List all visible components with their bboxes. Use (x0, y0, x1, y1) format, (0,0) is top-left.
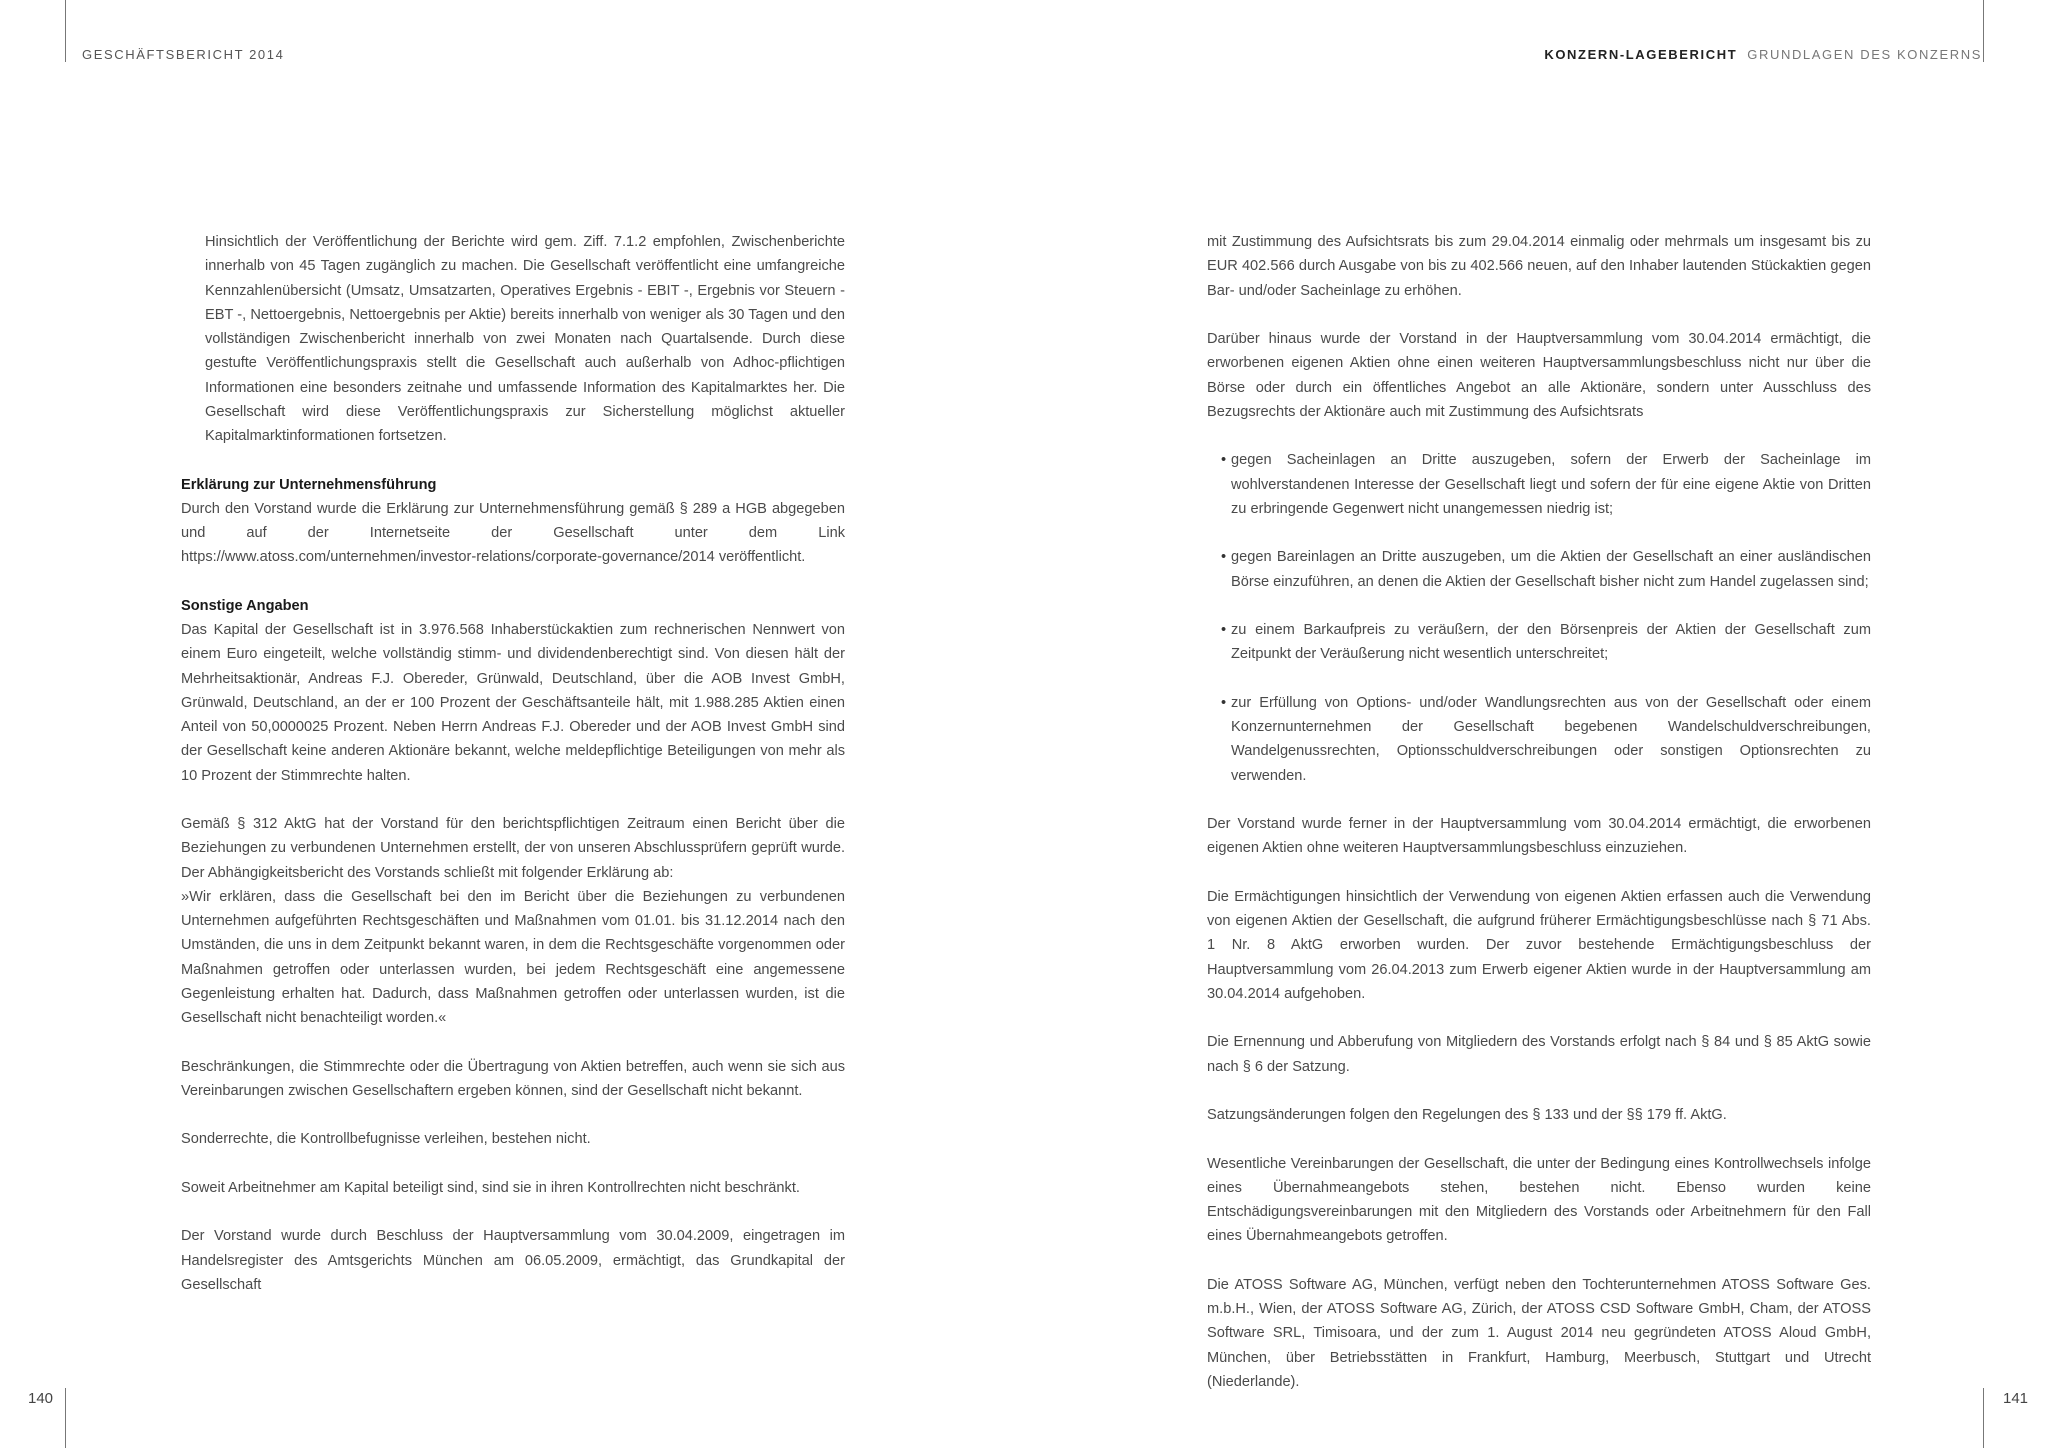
paragraph-erklaerung-quote: »Wir erklären, dass die Gesellschaft bei den im Bericht über die Beziehungen zu verbundenen Unternehmen aufgeführten Rechtsgeschäften und Maßnahmen vom 01.01. bis 31.12.2014 nach den Umständen, die uns in dem Zeitpunkt bekannt waren, in dem die Rechtsgeschäfte vorgenommen oder Maßnahmen getroffen oder unterlassen wurden, bei jedem Rechtsgeschäft eine angemessene Gegenleistung erhalten hat. Dadurch, dass Maßnahmen getroffen oder unterlassen wurden, ist die Gesellschaft nicht benachteiligt worden.« (181, 888, 845, 1026)
paragraph-einziehung: Der Vorstand wurde ferner in der Hauptversammlung vom 30.04.2014 ermächtigt, die erworbenen eigenen Aktien ohne weiteren Hauptversammlungsbeschluss einzuziehen. (1207, 816, 1871, 857)
paragraph-satzungsaenderungen: Satzungsänderungen folgen den Regelungen des § 133 und der §§ 179 ff. AktG. (1207, 1107, 1727, 1123)
paragraph-verwendung: Die Ermächtigungen hinsichtlich der Verwendung von eigenen Aktien erfassen auch die Verwendung von eigenen Aktien der Gesellschaft, die aufgrund früherer Ermächtigungsbeschlüsse nach § 71 Abs. 1 Nr. 8 AktG erworben wurden. Der zuvor bestehende Ermächtigungsbeschluss der Hauptversammlung vom 26.04.2013 zum Erwerb eigener Aktien wurde in der Hauptversammlung am 30.04.2014 aufgehoben. (1207, 888, 1871, 1002)
page-number-right: 141 (2003, 1390, 2029, 1407)
paragraph-unternehmensfuehrung: Durch den Vorstand wurde die Erklärung zur Unternehmensführung gemäß § 289 a HGB abgegeben und auf der Internetseite der Gesellschaft unter dem Link https://www.atoss.com/unternehmen/investor-relations/corporate-governance/2014 veröffentlicht. (181, 500, 845, 566)
paragraph-kapitalerhoehung: mit Zustimmung des Aufsichtsrats bis zum 29.04.2014 einmalig oder mehrmals um insgesamt bis zu EUR 402.566 durch Ausgabe von bis zu 402.566 neuen, auf den Inhaber lautenden Stückaktien gegen Bar- und/oder Sacheinlage zu erhöhen. (1207, 234, 1871, 299)
paragraph-abhaengigkeitsbericht: Gemäß § 312 AktG hat der Vorstand für den berichtspflichtigen Zeitraum einen Bericht über die Beziehungen zu verbundenen Unternehmen erstellt, der von unseren Abschlussprüfern geprüft wurde. Der Abhängigkeitsbericht des Vorstands schließt mit folgender Erklärung ab: (181, 816, 845, 881)
bottom-left-rule (65, 1388, 66, 1448)
paragraph-eigene-aktien: Darüber hinaus wurde der Vorstand in der Hauptversammlung vom 30.04.2014 ermächtigt, die erworbenen eigenen Aktien ohne einen weiteren Hauptversammlungsbeschluss nicht nur über die Börse oder durch ein öffentliches Angebot an alle Aktionäre, sondern unter Ausschluss des Bezugsrechts der Aktionäre auch mit Zustimmung des Aufsichtsrats (1207, 331, 1871, 420)
paragraph-vorstand-ernennung: Die Ernennung und Abberufung von Mitgliedern des Vorstands erfolgt nach § 84 und § 85 AktG sowie nach § 6 der Satzung. (1207, 1034, 1871, 1075)
running-header-right (1544, 47, 1982, 62)
paragraph-sonderrechte: Sonderrechte, die Kontrollbefugnisse verleihen, bestehen nicht. (181, 1131, 591, 1148)
list-item: • zu einem Barkaufpreis zu veräußern, der den Börsenpreis der Aktien der Gesellschaft zum Zeitpunkt der Veräußerung nicht wesentlich unterschreitet; (1221, 618, 1871, 667)
heading-unternehmensfuehrung: Erklärung zur Unternehmensführung (181, 476, 437, 493)
authorization-list (1207, 448, 1871, 788)
top-left-rule (65, 0, 66, 62)
paragraph-tochterunternehmen: Die ATOSS Software AG, München, verfügt neben den Tochterunternehmen ATOSS Software Ges. m.b.H., Wien, der ATOSS Software AG, Zürich, der ATOSS CSD Software GmbH, Cham, der ATOSS Software SRL, Timisoara, und der zum 1. August 2014 neu gegründeten ATOSS Aloud GmbH, München, über Betriebsstätten in Frankfurt, Hamburg, Meerbusch, Stuttgart und Utrecht (Niederlande). (1207, 1276, 1871, 1390)
heading-sonstige-angaben: Sonstige Angaben (181, 597, 309, 614)
paragraph-kontrollwechsel: Wesentliche Vereinbarungen der Gesellschaft, die unter der Bedingung eines Kontrollwechsels infolge eines Übernahmeangebots stehen, bestehen nicht. Ebenso wurden keine Entschädigungsvereinbarungen mit den Mitgliedern des Vorstands oder Arbeitnehmern für den Fall eines Übernahmeangebots getroffen. (1207, 1155, 1871, 1245)
top-right-rule (1983, 0, 1984, 62)
paragraph-kapital: Das Kapital der Gesellschaft ist in 3.976.568 Inhaberstückaktien zum rechnerischen Nennwert von einem Euro eingeteilt, welche vollständig stimm- und dividendenberechtigt sind. Von diesen hält der Mehrheitsaktionär, Andreas F.J. Obereder, Grünwald, Deutschland, über die AOB Invest GmbH, Grünwald, Deutschland, an der er 100 Prozent der Geschäftsanteile hält, mit 1.988.285 Aktien einen Anteil von 50,0000025 Prozent. Neben Herrn Andreas F.J. Obereder und der AOB Invest GmbH sind der Gesellschaft keine anderen Aktionäre bekannt, welche meldepflichtige Beteiligungen von mehr als 10 Prozent der Stimmrechte halten. (181, 622, 845, 784)
page-number-left: 140 (28, 1390, 54, 1407)
indented-paragraph: Hinsichtlich der Veröffentlichung der Berichte wird gem. Ziff. 7.1.2 empfohlen, Zwischenberichte innerhalb von 45 Tagen zugänglich zu machen. Die Gesellschaft veröffentlicht eine umfangreiche Kennzahlenübersicht (Umsatz, Umsatzarten, Operatives Ergebnis - EBIT -, Ergebnis vor Steuern - EBT -, Nettoergebnis, Nettoergebnis per Aktie) bereits innerhalb von weniger als 30 Tagen und den vollständigen Zwischenbericht innerhalb von zwei Monaten nach Quartalsende. Durch diese gestufte Veröffentlichungspraxis stellt die Gesellschaft auch außerhalb von Adhoc-pflichtigen Informationen eine besonders zeitnahe und umfassende Information des Kapitalmarktes her. Die Gesellschaft wird diese Veröffentlichungspraxis zur Sicherstellung möglichst aktueller Kapitalmarktinformationen fortsetzen. (205, 234, 845, 444)
bottom-right-rule (1983, 1388, 1984, 1448)
list-item: • gegen Bareinlagen an Dritte auszugeben, um die Aktien der Gesellschaft an einer ausländischen Börse einzuführen, an denen die Aktien der Gesellschaft bisher nicht zum Handel zugelassen sind; (1221, 545, 1871, 594)
right-text-column (1207, 230, 1871, 1418)
paragraph-ermaechtigung: Der Vorstand wurde durch Beschluss der Hauptversammlung vom 30.04.2009, eingetragen im Handelsregister des Amtsgerichts München am 06.05.2009, ermächtigt, das Grundkapital der Gesellschaft (181, 1228, 845, 1293)
paragraph-beschraenkungen: Beschränkungen, die Stimmrechte oder die Übertragung von Aktien betreffen, auch wenn sie sich aus Vereinbarungen zwischen Gesellschaftern ergeben können, sind der Gesellschaft nicht bekannt. (181, 1058, 845, 1099)
left-text-column (181, 230, 845, 1321)
list-item: • zur Erfüllung von Options- und/oder Wandlungsrechten aus von der Gesellschaft oder einem Konzernunternehmen der Gesellschaft begebenen Wandelschuldverschreibungen, Wandelgenussrechten, Optionsschuldverschreibungen oder sonstigen Optionsrechten zu verwenden. (1221, 691, 1871, 788)
list-item: • gegen Sacheinlagen an Dritte auszugeben, sofern der Erwerb der Sacheinlage im wohlverstandenen Interesse der Gesellschaft liegt und sofern der für eine eigene Aktie von Dritten zu erbringende Gegenwert nicht unangemessen niedrig ist; (1221, 448, 1871, 521)
running-header-left: GESCHÄFTSBERICHT 2014 (82, 47, 285, 62)
subsection-title: GRUNDLAGEN DES KONZERNS (1747, 47, 1982, 62)
paragraph-arbeitnehmer: Soweit Arbeitnehmer am Kapital beteiligt sind, sind sie in ihren Kontrollrechten nicht beschränkt. (181, 1179, 800, 1196)
section-title: KONZERN-LAGEBERICHT (1544, 47, 1738, 62)
